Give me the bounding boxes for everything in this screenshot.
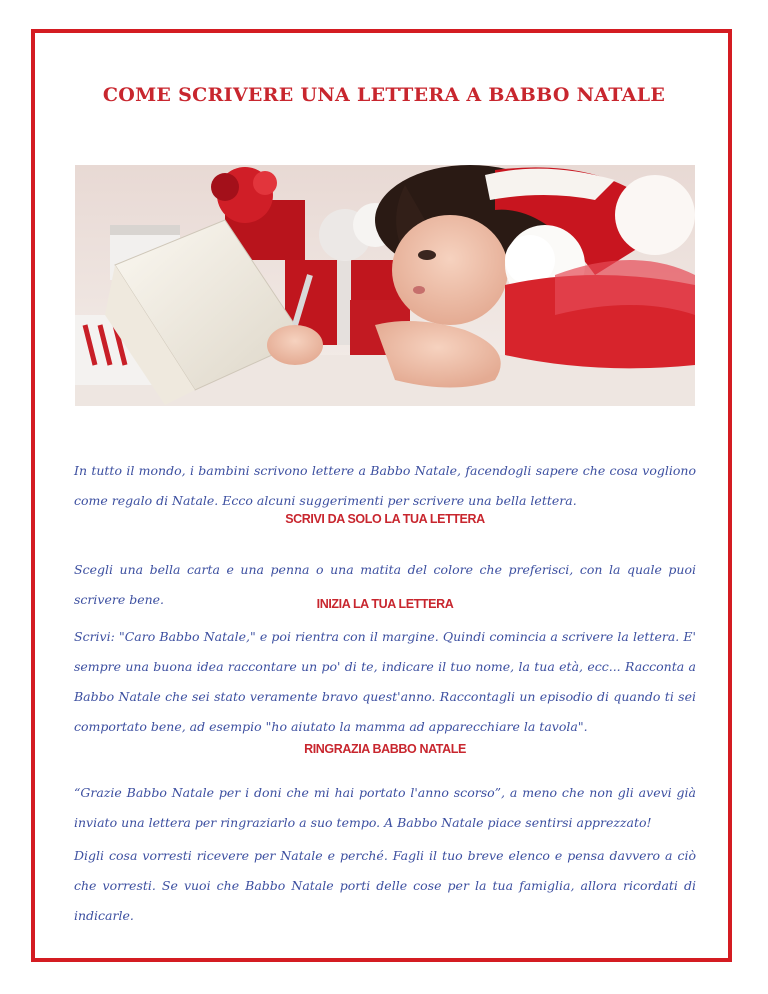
paragraph: Scrivi: "Caro Babbo Natale," e poi rientra con il margine. Quindi comincia a scrivere la lettera. E' sempre una buona idea raccontare un po' di te, indicare il tuo nome, la tua età, ecc... Racconta a Babbo Natale che sei stato veramente bravo quest'anno. Raccontagli un episodio di quando ti sei comportato bene, ad esempio "ho aiutato la mamma ad apparecchiare la tavola". [74,629,696,734]
page-title: COME SCRIVERE UNA LETTERA A BABBO NATALE [102,84,666,106]
paragraph: “Grazie Babbo Natale per i doni che mi hai portato l'anno scorso”, a meno che non gli avevi già inviato una lettera per ringraziarlo a suo tempo. A Babbo Natale piace sentirsi apprezzato! [74,785,696,830]
paragraph: Scegli una bella carta e una penna o una matita del colore che preferisci, con la quale puoi scrivere bene. [74,562,696,607]
section-wishlist-body [74,841,696,931]
christmas-photo [75,165,695,406]
paragraph: Digli cosa vorresti ricevere per Natale e perché. Fagli il tuo breve elenco e pensa davvero a ciò che vorresti. Se vuoi che Babbo Natale porti delle cose per la tua famiglia, allora ricordati di indicarle. [74,848,696,923]
section-heading-ringrazia: RINGRAZIA BABBO NATALE [304,742,466,756]
section-heading-inizia: INIZIA LA TUA LETTERA [316,597,454,611]
section-inizia-body [74,622,696,742]
intro-paragraph: In tutto il mondo, i bambini scrivono lettere a Babbo Natale, facendogli sapere che cosa vogliono come regalo di Natale. Ecco alcuni suggerimenti per scrivere una bella lettera. [74,463,696,508]
section-ringrazia-body [74,778,696,838]
section-heading-scrivi: SCRIVI DA SOLO LA TUA LETTERA [285,512,485,526]
